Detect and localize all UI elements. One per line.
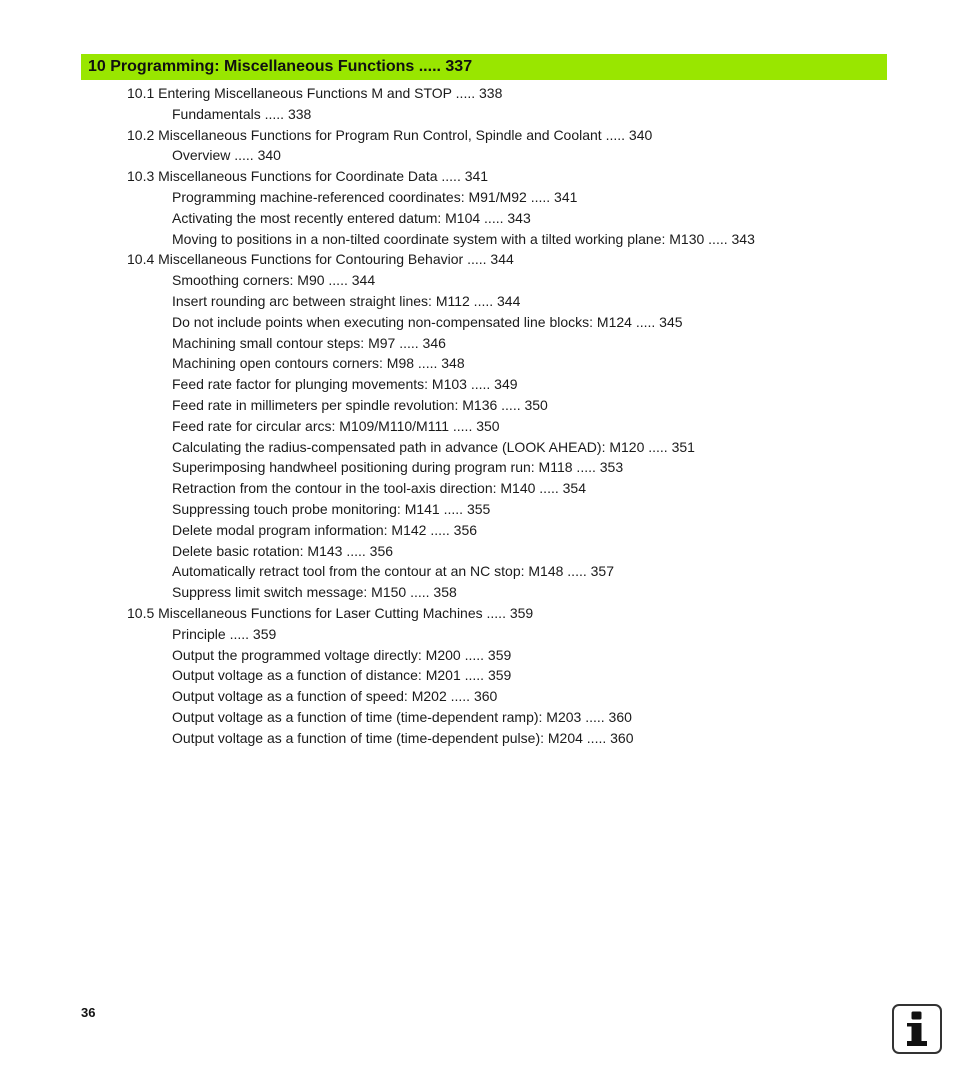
- toc-subsection-entry: Output voltage as a function of speed: M202 ..... 360: [172, 688, 498, 705]
- toc-subsection-entry: Fundamentals ..... 338: [172, 105, 312, 122]
- toc-subsection-entry: Insert rounding arc between straight lines: M112 ..... 344: [172, 292, 521, 309]
- toc-subsection-entry: Output voltage as a function of time (time-dependent ramp): M203 ..... 360: [172, 708, 632, 725]
- toc-subsection-entry: Feed rate for circular arcs: M109/M110/M111 ..... 350: [172, 417, 500, 434]
- toc-subsection-entry: Superimposing handwheel positioning during program run: M118 ..... 353: [172, 459, 624, 476]
- toc-subsection-entry: Do not include points when executing non-compensated line blocks: M124 ..... 345: [172, 313, 683, 330]
- toc-section-entry: 10.2 Miscellaneous Functions for Program Run Control, Spindle and Coolant ..... 340: [127, 126, 653, 143]
- page-number: 36: [81, 1005, 96, 1020]
- toc-subsection-entry: Smoothing corners: M90 ..... 344: [172, 272, 376, 289]
- toc-section-entry: 10.4 Miscellaneous Functions for Contouring Behavior ..... 344: [127, 251, 514, 268]
- toc-subsection-entry: Delete modal program information: M142 ..... 356: [172, 521, 478, 538]
- toc-subsection-entry: Activating the most recently entered datum: M104 ..... 343: [172, 209, 531, 226]
- toc-subsection-entry: Feed rate factor for plunging movements: M103 ..... 349: [172, 376, 518, 393]
- toc-subsection-entry: Automatically retract tool from the contour at an NC stop: M148 ..... 357: [172, 563, 614, 580]
- toc-subsection-entry: Moving to positions in a non-tilted coordinate system with a tilted working plane: M130 ..... 343: [172, 230, 755, 247]
- chapter-header: [81, 54, 887, 80]
- table-of-contents: [0, 83, 954, 749]
- toc-subsection-entry: Output voltage as a function of distance: M201 ..... 359: [172, 667, 512, 684]
- toc-subsection-entry: Programming machine-referenced coordinates: M91/M92 ..... 341: [172, 188, 578, 205]
- toc-subsection-entry: Output voltage as a function of time (time-dependent pulse): M204 ..... 360: [172, 729, 634, 746]
- toc-subsection-entry: Delete basic rotation: M143 ..... 356: [172, 542, 394, 559]
- toc-subsection-entry: Overview ..... 340: [172, 147, 281, 164]
- info-icon: [892, 1004, 942, 1054]
- toc-subsection-entry: Principle ..... 359: [172, 625, 277, 642]
- toc-section-entry: 10.3 Miscellaneous Functions for Coordinate Data ..... 341: [127, 168, 489, 185]
- toc-section-entry: 10.5 Miscellaneous Functions for Laser Cutting Machines ..... 359: [127, 604, 534, 621]
- toc-subsection-entry: Output the programmed voltage directly: M200 ..... 359: [172, 646, 512, 663]
- toc-subsection-entry: Calculating the radius-compensated path in advance (LOOK AHEAD): M120 ..... 351: [172, 438, 695, 455]
- toc-subsection-entry: Feed rate in millimeters per spindle revolution: M136 ..... 350: [172, 396, 548, 413]
- toc-subsection-entry: Suppress limit switch message: M150 ..... 358: [172, 584, 457, 601]
- chapter-title: 10 Programming: Miscellaneous Functions ..... 337: [88, 58, 473, 75]
- toc-section-entry: 10.1 Entering Miscellaneous Functions M and STOP ..... 338: [127, 85, 503, 101]
- toc-subsection-entry: Machining small contour steps: M97 ..... 346: [172, 334, 446, 351]
- toc-subsection-entry: Suppressing touch probe monitoring: M141 ..... 355: [172, 500, 491, 517]
- toc-subsection-entry: Machining open contours corners: M98 ..... 348: [172, 355, 465, 372]
- toc-subsection-entry: Retraction from the contour in the tool-axis direction: M140 ..... 354: [172, 480, 586, 497]
